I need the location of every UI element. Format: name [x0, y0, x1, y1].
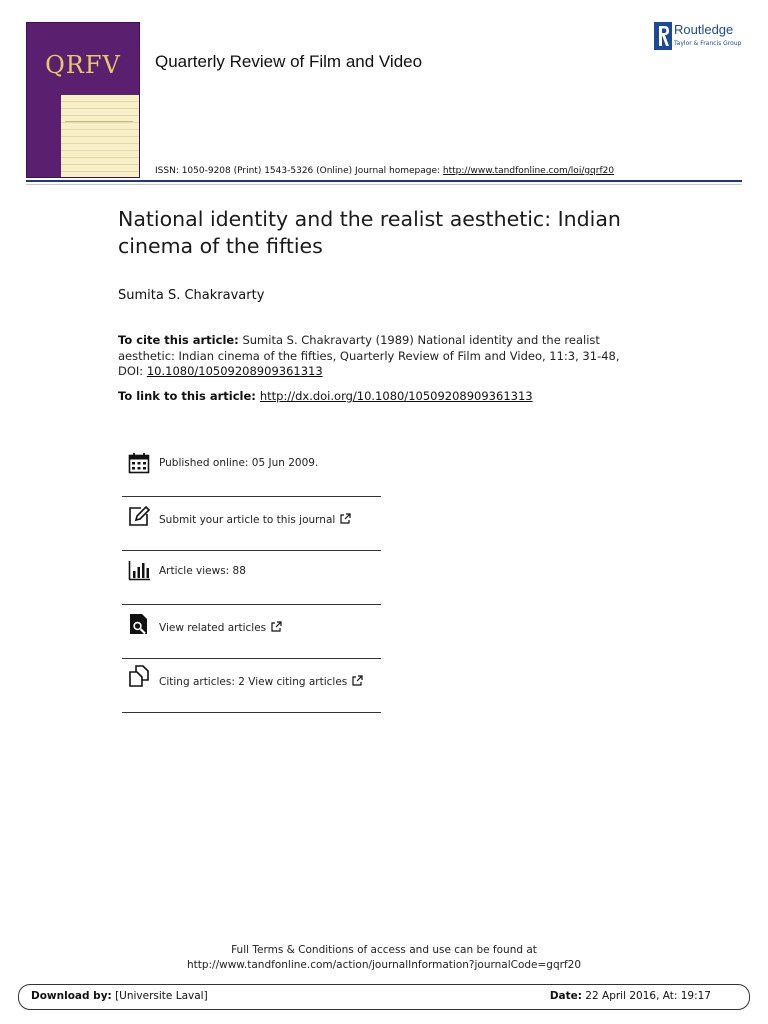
header-rule: [26, 180, 742, 182]
routledge-r-icon: [654, 22, 672, 50]
terms-url[interactable]: http://www.tandfonline.com/action/journalInformation?journalCode=gqrf20: [186, 959, 582, 971]
article-link-line: [118, 389, 533, 403]
info-row-published: [122, 446, 381, 497]
journal-homepage-link[interactable]: http://www.tandfonline.com/loi/gqrf20: [442, 166, 615, 176]
article-views-text: Article views: 88: [159, 565, 246, 577]
logo-subtitle: Taylor & Francis Group: [674, 40, 742, 47]
copy-pages-icon: [128, 665, 150, 687]
issn-text: ISSN: 1050-9208 (Print) 1543-5326 (Online) Journal homepage:: [155, 166, 443, 176]
citation-block: [118, 333, 648, 380]
submit-article-text[interactable]: Submit your article to this journal: [159, 514, 336, 526]
date-info: [550, 990, 711, 1002]
submit-article-link[interactable]: [159, 513, 351, 526]
date-label: Date:: [549, 990, 582, 1002]
link-label: To link to this article:: [118, 389, 260, 403]
article-info-list: [122, 446, 381, 713]
article-author: Sumita S. Chakravarty: [118, 288, 265, 303]
terms-notice: [0, 943, 768, 973]
citing-articles-link[interactable]: [159, 675, 363, 688]
doi-link[interactable]: 10.1080/10509208909361313: [146, 364, 323, 378]
cite-text: Sumita S. Chakravarty (1989) National identity and the realist aesthetic: Indian cinema of the fifties, Quarterly Review of Film and Video, 11:3, 31-48, DOI:: [118, 333, 620, 378]
issn-line: [155, 166, 614, 176]
calendar-icon: [128, 452, 150, 474]
document-search-icon: [128, 613, 150, 635]
external-link-icon: [352, 675, 363, 686]
journal-name: Quarterly Review of Film and Video: [155, 52, 423, 71]
download-info: [31, 990, 208, 1002]
citing-articles-text[interactable]: Citing articles: 2 View citing articles: [159, 676, 348, 688]
cite-label: To cite this article:: [118, 333, 239, 347]
download-value: [Universite Laval]: [111, 990, 208, 1002]
article-title: National identity and the realist aesthetic: Indian cinema of the fifties: [118, 207, 621, 258]
date-value: 22 April 2016, At: 19:17: [581, 990, 711, 1002]
info-row-views: [122, 551, 381, 605]
logo-wordmark: Routledge: [674, 22, 734, 37]
terms-line-1: Full Terms & Conditions of access and use can be found at: [231, 944, 537, 956]
info-row-submit[interactable]: [122, 497, 381, 551]
info-row-related[interactable]: [122, 605, 381, 659]
related-articles-text[interactable]: View related articles: [159, 622, 267, 634]
cover-panel: [61, 95, 139, 177]
external-link-icon: [271, 621, 282, 632]
publisher-logo: [654, 22, 746, 52]
related-articles-link[interactable]: [159, 621, 282, 634]
pencil-edit-icon: [128, 505, 150, 527]
bar-chart-icon: [128, 559, 150, 581]
article-url-link[interactable]: http://dx.doi.org/10.1080/10509208909361313: [259, 389, 533, 403]
download-footer: [18, 984, 750, 1010]
published-online-text: Published online: 05 Jun 2009.: [159, 457, 319, 469]
external-link-icon: [340, 513, 351, 524]
cover-title: QRFV: [45, 51, 121, 79]
download-label: Download by:: [31, 990, 112, 1002]
info-row-citing[interactable]: [122, 659, 381, 713]
journal-cover-image: [26, 22, 140, 178]
header-rule-thin: [26, 184, 742, 185]
